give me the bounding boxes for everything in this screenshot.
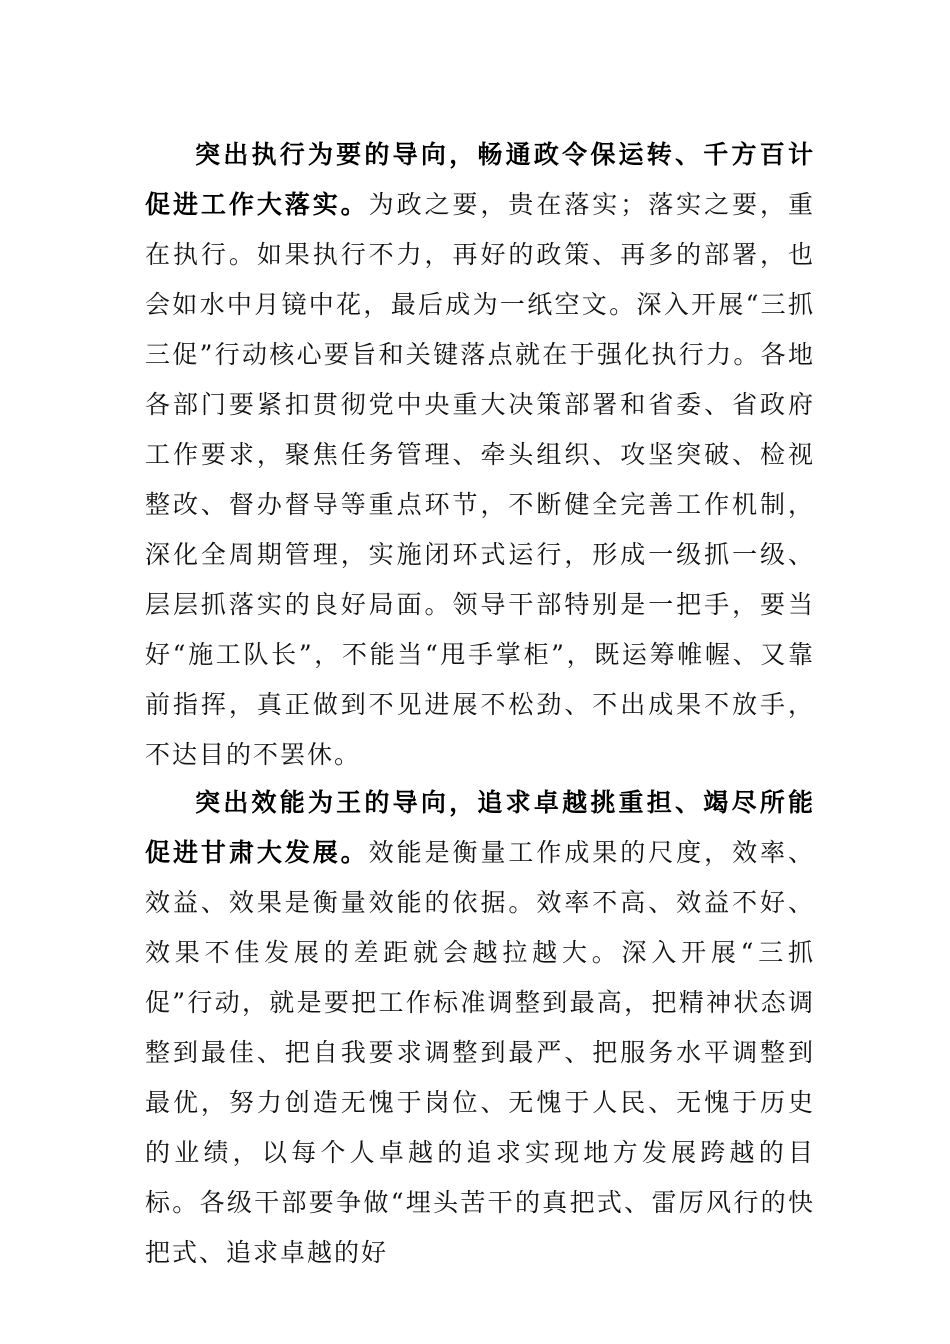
paragraph-body: 为政之要，贵在落实；落实之要，重在执行。如果执行不力，再好的政策、再多的部署，也会如水中月镜中花，最后成为一纸空文。深入开展“三抓三促”行动核心要旨和关键落点就在于强化执行力。各地各部门要紧扣贯彻党中央重大决策部署和省委、省政府工作要求，聚焦任务管理、牵头组织、攻坚突破、检视整改、督办督导等重点环节，不断健全完善工作机制，深化全周期管理，实施闭环式运行，形成一级抓一级、层层抓落实的良好局面。领导干部特别是一把手，要当好“施工队长”，不能当“甩手掌柜”，既运筹帷幄、又靠前指挥，真正做到不见进展不松劲、不出成果不放手，不达目的不罢休。 xyxy=(145,190,815,769)
paragraph-lead: 突出效能为王的导向，追求卓越挑重担、竭尽所能促进甘肃大发展。 xyxy=(145,788,815,867)
paragraph-lead: 突出执行为要的导向，畅通政令保运转、千方百计促进工作大落实。 xyxy=(145,140,815,219)
paragraph-body: 效能是衡量工作成果的尺度，效率、效益、效果是衡量效能的依据。效率不高、效益不好、效果不佳发展的差距就会越拉越大。深入开展“三抓促”行动，就是要把工作标准调整到最高，把精神状态调整到最佳、把自我要求调整到最严、把服务水平调整到最优，努力创造无愧于岗位、无愧于人民、无愧于历史的业绩，以每个人卓越的追求实现地方发展跨越的目标。各级干部要争做“埋头苦干的真把式、雷厉风行的快把式、追求卓越的好 xyxy=(145,838,815,1267)
paragraph-execution xyxy=(145,130,815,780)
paragraph-efficiency xyxy=(145,778,815,1278)
